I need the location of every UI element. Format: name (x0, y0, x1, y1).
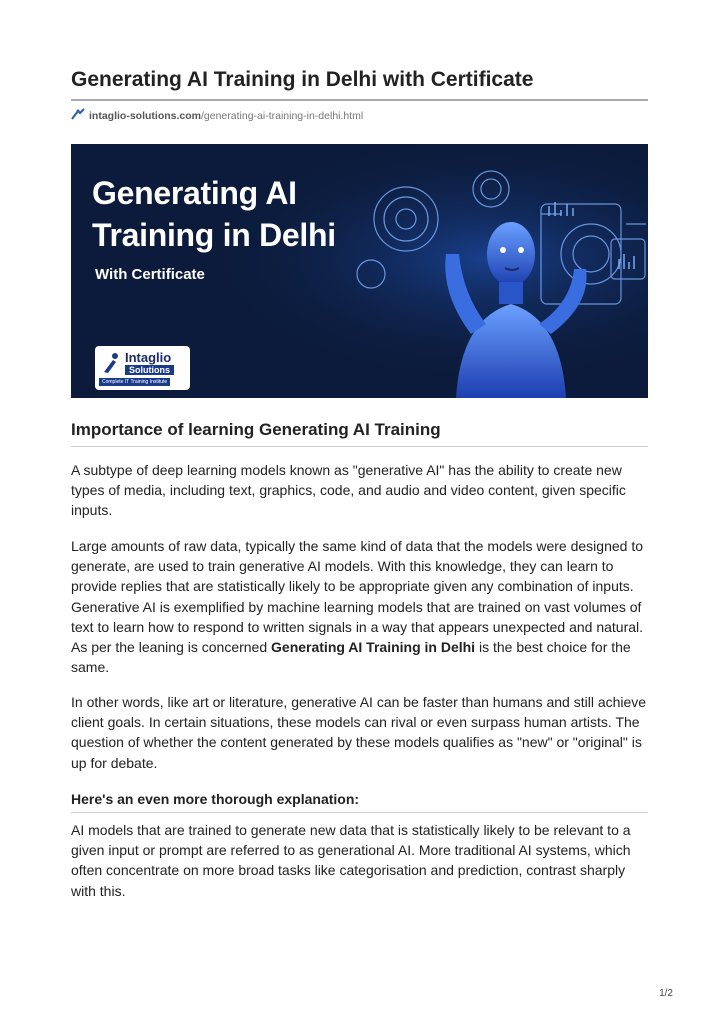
banner-title-line-2: Training in Delhi (92, 217, 336, 253)
subheading: Here's an even more thorough explanation: (71, 791, 360, 807)
source-link[interactable] (71, 108, 363, 123)
paragraph-2-tail: is the best choice for the same. (71, 639, 631, 676)
paragraph-4: AI models that are trained to generate new data that is statistically likely to be relevant to a given input or prompt are referred to as generational AI. More traditional AI systems, which often concentrate on more broad tasks like categorisation and prediction, contrast sharply with this. (71, 822, 631, 899)
source-path: /generating-ai-training-in-delhi.html (201, 109, 364, 122)
logo-name-line-1: Intaglio (125, 350, 172, 365)
logo-tagline: Complete IT Training Institute (99, 378, 170, 386)
hero-banner (71, 144, 648, 398)
page-number: 1/2 (659, 988, 673, 999)
paragraph-1: A subtype of deep learning models known as "generative AI" has the ability to create new types of media, including text, graphics, code, and audio and video content, given specific inputs. (71, 462, 626, 519)
logo-name-line-2: Solutions (125, 365, 174, 375)
section-heading: Importance of learning Generating AI Training (71, 420, 441, 439)
title-divider (71, 99, 648, 101)
subheading-divider (71, 812, 648, 813)
site-logo-icon (71, 108, 85, 123)
brand-logo (95, 346, 190, 390)
paragraph-2-highlight: Generating AI Training in Delhi (271, 639, 476, 656)
banner-title (92, 172, 336, 256)
section-divider (71, 446, 648, 447)
banner-title-line-1: Generating AI (92, 175, 297, 211)
paragraph-3: In other words, like art or literature, generative AI can be faster than humans and still achieve client goals. In certain situations, these models can rival or even surpass human artists. The question of whether the content generated by these models qualifies as "new" or "original" is up for debate. (71, 694, 647, 771)
paragraph-2-text: Large amounts of raw data, typically the same kind of data that the models were designed to generate, are used to train generative AI models. With this knowledge, they can learn to provide replies that are statistically likely to be appropriate given any combination of inputs. Generative AI is exemplified by machine learning models that are trained on vast volumes of text to learn how to respond to written signals in a way that appears unexpected and natural. As per the leaning is concerned (71, 538, 644, 656)
page-title: Generating AI Training in Delhi with Certificate (71, 68, 534, 91)
brand-mark-icon (101, 352, 121, 374)
paragraph-2 (71, 536, 648, 677)
banner-subtitle: With Certificate (95, 266, 205, 283)
source-domain: intaglio-solutions.com (89, 109, 201, 122)
